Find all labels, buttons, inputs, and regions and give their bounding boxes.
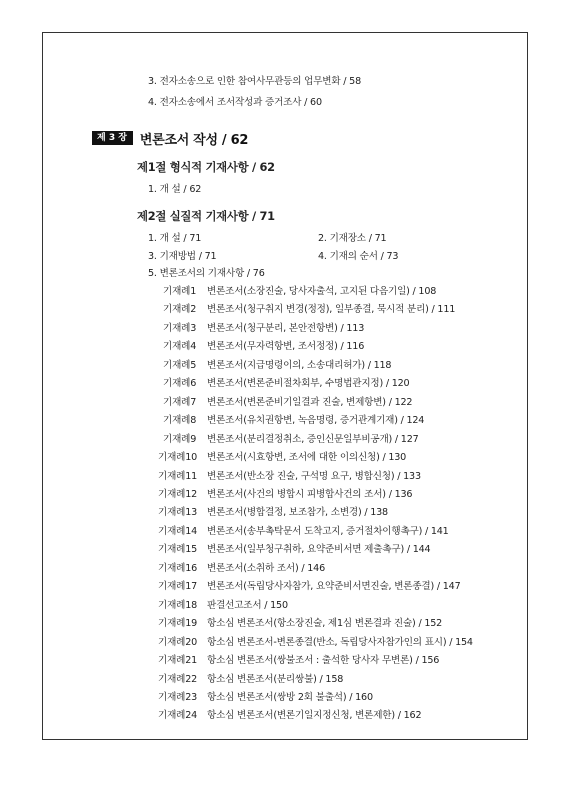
section-2-title: 제2절 실질적 기재사항 / 71 <box>137 209 275 223</box>
example-row <box>158 526 449 538</box>
example-label: 기재례7 <box>163 396 197 408</box>
example-text: 항소심 변론조서(항소장진술, 제1심 변론결과 진술) / 152 <box>207 618 443 630</box>
example-text: 변론조서(지급명령이의, 소송대리허가) / 118 <box>207 359 392 371</box>
example-label: 기재례14 <box>158 525 198 537</box>
example-row <box>158 600 288 612</box>
example-text: 변론조서(청구취지 변경(정정), 일부종결, 묵시적 분리) / 111 <box>207 304 456 316</box>
example-row <box>158 618 442 630</box>
section-1-title: 제1절 형식적 기재사항 / 62 <box>137 160 275 174</box>
example-label: 기재례13 <box>158 507 198 519</box>
chapter-heading <box>92 130 248 146</box>
example-label: 기재례11 <box>158 470 198 482</box>
example-text: 항소심 변론조서-변론종결(반소, 독립당사자참가인의 표시) / 154 <box>207 636 473 648</box>
example-row <box>158 692 373 704</box>
example-label: 기재례18 <box>158 599 198 611</box>
example-label: 기재례21 <box>158 655 198 666</box>
example-text: 변론조서(소장진술, 당사자출석, 고지된 다음기일) / 108 <box>207 286 437 297</box>
example-label: 기재례9 <box>163 433 197 445</box>
example-text: 변론조서(무자력항변, 조서정정) / 116 <box>207 341 365 353</box>
toc-item-3: 3. 전자소송으로 인한 참여사무관등의 업무변화 / 58 <box>148 76 361 87</box>
example-text: 항소심 변론조서(쌍불조서 : 출석한 당사자 무변론) / 156 <box>207 655 440 666</box>
example-row <box>163 341 364 353</box>
example-text: 변론조서(병합결정, 보조참가, 소변경) / 138 <box>207 507 388 519</box>
example-label: 기재례24 <box>158 710 198 722</box>
example-label: 기재례12 <box>158 488 198 500</box>
example-row <box>158 489 412 501</box>
example-row <box>158 471 421 483</box>
example-row <box>163 304 455 316</box>
section-2-item-5: 5. 변론조서의 기재사항 / 76 <box>148 268 265 279</box>
example-text: 변론조서(시효항변, 조서에 대한 이의신청) / 130 <box>207 452 407 463</box>
example-label: 기재례5 <box>163 359 197 371</box>
example-row <box>158 544 430 556</box>
example-text: 변론조서(소취하 조서) / 146 <box>207 562 325 574</box>
example-label: 기재례22 <box>158 673 198 685</box>
example-row <box>158 710 421 722</box>
example-label: 기재례3 <box>163 322 197 334</box>
example-row <box>163 397 412 409</box>
example-label: 기재례1 <box>163 286 197 297</box>
example-text: 변론조서(유치권항변, 녹음명령, 증거관계기재) / 124 <box>207 415 425 427</box>
chapter-badge: 제 3 장 <box>92 131 133 145</box>
example-row <box>158 637 473 649</box>
example-text: 변론조서(송부촉탁문서 도착고지, 증거절차이행촉구) / 141 <box>207 525 449 537</box>
example-row <box>158 581 460 593</box>
example-row <box>158 563 325 575</box>
example-text: 변론조서(일부청구취하, 요약준비서면 제출촉구) / 144 <box>207 544 431 556</box>
example-text: 변론조서(사건의 병합시 피병합사건의 조서) / 136 <box>207 488 413 500</box>
example-row <box>163 323 364 335</box>
section-2-item-2: 2. 기재장소 / 71 <box>318 233 387 244</box>
example-label: 기재례4 <box>163 341 197 353</box>
example-text: 항소심 변론조서(쌍방 2회 불출석) / 160 <box>207 691 373 703</box>
example-text: 변론조서(청구분리, 본안전항변) / 113 <box>207 322 365 334</box>
example-text: 변론조서(분리결정취소, 증인신문일부비공개) / 127 <box>207 433 419 445</box>
example-label: 기재례10 <box>158 452 198 463</box>
example-row <box>163 415 424 427</box>
example-row <box>163 378 409 390</box>
example-label: 기재례17 <box>158 581 198 593</box>
section-2-item-1: 1. 개 설 / 71 <box>148 233 202 244</box>
chapter-title: 변론조서 작성 / 62 <box>139 132 249 148</box>
example-text: 변론조서(반소장 진술, 구석명 요구, 병합신청) / 133 <box>207 470 421 482</box>
example-label: 기재례20 <box>158 636 198 648</box>
example-row <box>163 434 419 446</box>
example-row <box>158 452 406 464</box>
example-label: 기재례2 <box>163 304 197 316</box>
example-label: 기재례15 <box>158 544 198 556</box>
example-text: 항소심 변론조서(변론기일지정신청, 변론제한) / 162 <box>207 710 422 722</box>
example-label: 기재례19 <box>158 618 198 630</box>
section-2-item-3: 3. 기재방법 / 71 <box>148 251 217 262</box>
example-row <box>163 360 391 372</box>
section-1-item-1: 1. 개 설 / 62 <box>148 184 202 195</box>
example-row <box>158 655 439 667</box>
example-label: 기재례6 <box>163 378 197 390</box>
example-label: 기재례23 <box>158 691 198 703</box>
example-row <box>158 507 388 519</box>
example-label: 기재례16 <box>158 562 198 574</box>
example-text: 항소심 변론조서(분리쌍불) / 158 <box>207 673 344 685</box>
example-text: 판결선고조서 / 150 <box>207 599 288 611</box>
example-text: 변론조서(변론준비기일결과 진술, 변제항변) / 122 <box>207 396 413 408</box>
example-row <box>163 286 436 298</box>
section-2-item-4: 4. 기재의 순서 / 73 <box>318 251 399 262</box>
example-text: 변론조서(변론준비절차회부, 수명법관지정) / 120 <box>207 378 410 390</box>
example-text: 변론조서(독립당사자참가, 요약준비서면진술, 변론종결) / 147 <box>207 581 461 593</box>
toc-item-4: 4. 전자소송에서 조서작성과 증거조사 / 60 <box>148 97 322 108</box>
example-label: 기재례8 <box>163 415 197 427</box>
example-row <box>158 674 343 686</box>
